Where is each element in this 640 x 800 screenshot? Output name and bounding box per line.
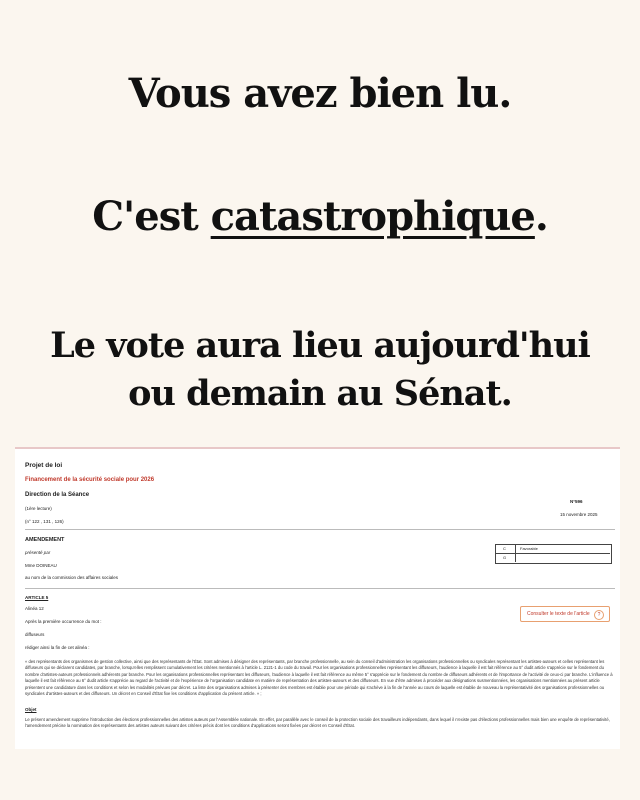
doc-projet: Projet de loi bbox=[25, 462, 63, 469]
doc-diffuseurs: diffuseurs bbox=[25, 632, 45, 637]
doc-rediger: rédiger ainsi la fin de cet alinéa : bbox=[25, 645, 90, 650]
consult-article-label: Consulter le texte de l'article bbox=[527, 611, 590, 617]
headline-line-1: Vous avez bien lu. bbox=[128, 70, 512, 117]
consult-article-button[interactable] bbox=[520, 606, 610, 622]
doc-lecture: (1ère lecture) bbox=[25, 506, 52, 511]
headline-emphasis: catastrophique bbox=[210, 193, 535, 240]
headline-line-3a: Le vote aura lieu aujourd'hui bbox=[50, 325, 590, 366]
info-icon: ? bbox=[594, 610, 604, 620]
divider bbox=[25, 529, 615, 530]
doc-numero: N°596 bbox=[570, 499, 583, 504]
doc-apres: Après la première occurrence du mot : bbox=[25, 619, 102, 624]
doc-presente: présenté par bbox=[25, 550, 51, 555]
doc-refs: (n° 122 , 131 , 126) bbox=[25, 519, 64, 524]
doc-alinea: Alinéa 12 bbox=[25, 606, 44, 611]
status-c: C bbox=[503, 546, 506, 551]
headline-suffix: . bbox=[534, 193, 548, 240]
headline-line-3 bbox=[0, 322, 640, 418]
headline-line-2 bbox=[0, 193, 640, 240]
doc-date: 15 novembre 2025 bbox=[560, 512, 598, 517]
divider bbox=[25, 588, 615, 589]
doc-objet-text: Le présent amendement supprime l'introduction des élections professionnelles des artistes auteurs par l'Assemblée nationale. En effet, par parallèle avec le conseil de la protection sociale des travailleurs indépendants, dans lequel il n'existe pas d'élections professionnelles mais bien une enquête de représentativité, l'amendement précise la nomination des représentants des artistes auteurs suivant des critères précis dont les conditions d'applications seront fixées par décret en Conseil d'État. bbox=[25, 717, 610, 729]
headline-prefix: C'est bbox=[92, 193, 211, 240]
status-col-divider bbox=[515, 544, 516, 562]
doc-article: ARTICLE 5 bbox=[25, 595, 49, 600]
doc-commission: au nom de la commission des affaires sociales bbox=[25, 575, 118, 580]
doc-amendement: AMENDEMENT bbox=[25, 537, 65, 543]
amendment-document-image bbox=[15, 447, 620, 749]
doc-title: Financement de la sécurité sociale pour 2026 bbox=[25, 477, 155, 483]
status-row-divider bbox=[495, 553, 610, 554]
headline-line-3b: ou demain au Sénat. bbox=[128, 373, 512, 414]
doc-body-text: « des représentants des organismes de gestion collective, ainsi que des représentants de l'État. Sont admises à désigner des représentants, par branche professionnelle, au sein du conseil d'administration les organisations professionnelles ou syndicales représentant les artistes-auteurs et celles représentant les diffuseurs qui se déclarent candidates, par branche, lorsqu'elles remplissent cumulativement les critères mentionnés à l'article L. 2121-1 du code du travail. Pour les organisations professionnelles représentant les diffuseurs, l'audience à laquelle il est fait référence au 5° dudit article s'apprécie sur le fondement du nombre d'artistes-auteurs professionnels adhérents par branche. Pour les organisations professionnelles représentant les diffuseurs, l'audience à laquelle il est fait référence au même 5° s'apprécie sur le fondement du nombre de diffuseurs adhérents et de l'importance de l'activité de ceux-ci par branche. L'influence à laquelle il est fait référence au 6° dudit article s'apprécie au regard de l'activité et de l'expérience de l'organisation candidate en matière de représentation des artistes-auteurs et des diffuseurs. En vue d'être admises à procéder aux désignations susmentionnées, les organisations mentionnées au présent article présentent une candidature dans les conditions et selon les modalités prévues par décret. La liste des organisations admises à présenter des membres est établie pour une période qui s'achève à la fin de l'année au cours de laquelle est établie de nouveau la représentativité des organisations professionnelles ou syndicales d'artistes-auteurs et des diffuseurs. Un décret en Conseil d'État fixe les conditions d'application du présent article. » ; bbox=[25, 659, 613, 697]
doc-objet: Objet bbox=[25, 707, 37, 712]
doc-author: Mme DOINEAU bbox=[25, 563, 57, 568]
status-value: Favorable bbox=[520, 546, 538, 551]
status-g: G bbox=[503, 555, 507, 560]
doc-direction: Direction de la Séance bbox=[25, 492, 90, 498]
